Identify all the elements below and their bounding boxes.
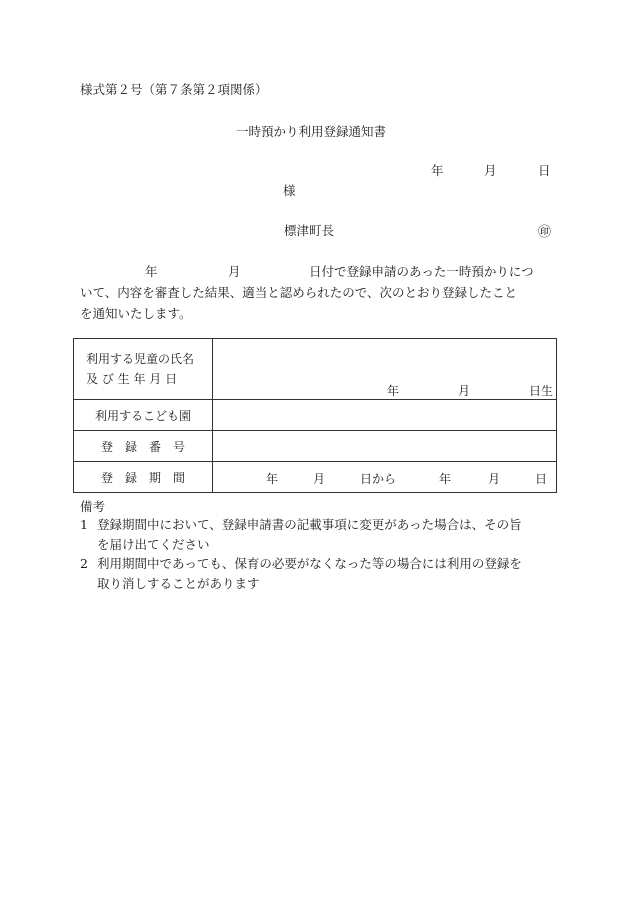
registration-table <box>73 338 557 493</box>
date-year-label: 年 <box>431 163 444 178</box>
remark-text-line: 利用期間中であっても、保育の必要がなくなった等の場合には利用の登録を <box>97 556 522 571</box>
seal-mark: ㊞ <box>538 225 552 240</box>
registration-period-label: 登 録 期 間 <box>74 462 213 493</box>
date-day-label: 日 <box>538 163 551 178</box>
body-line-2: いて、内容を審査した結果、適当と認められたので、次のとおり登録したこと <box>80 285 518 300</box>
remark-text-line: を届け出てください <box>97 537 210 552</box>
child-name-label: 利用する児童の氏名 及 び 生 年 月 日 <box>74 339 213 400</box>
body-paragraph <box>80 261 558 324</box>
table-row-facility <box>74 400 557 431</box>
remarks-heading: 備考 <box>80 499 106 514</box>
child-name-value: 年 月 日生 <box>213 339 557 400</box>
remark-number: 1 <box>80 517 88 532</box>
registration-number-label: 登 録 番 号 <box>74 431 213 462</box>
document-title: 一時預かり利用登録通知書 <box>236 124 387 139</box>
registration-number-value <box>213 431 557 462</box>
date-month-label: 月 <box>484 163 497 178</box>
table-row-registration-number <box>74 431 557 462</box>
addressee-suffix: 様 <box>283 183 296 198</box>
body-line-1 <box>80 261 558 282</box>
registration-period-value: 年 月 日から 年 月 日 <box>213 462 557 493</box>
table-row-period <box>74 462 557 493</box>
body-year-label: 年 <box>145 264 158 279</box>
form-number: 様式第２号（第７条第２項関係） <box>80 82 268 97</box>
body-line-1-text: 日付で登録申請のあった一時預かりにつ <box>309 264 534 279</box>
remark-number: 2 <box>80 556 88 571</box>
table-row-child <box>74 339 557 400</box>
remark-text-line: 取り消しすることがあります <box>97 576 260 591</box>
body-line-3: を通知いたします。 <box>80 306 192 321</box>
facility-value <box>213 400 557 431</box>
remark-text-line: 登録期間中において、登録申請書の記載事項に変更があった場合は、その旨 <box>97 517 522 532</box>
body-month-label: 月 <box>228 264 241 279</box>
facility-label: 利用するこども園 <box>74 400 213 431</box>
issuer-name: 標津町長 <box>284 223 335 238</box>
